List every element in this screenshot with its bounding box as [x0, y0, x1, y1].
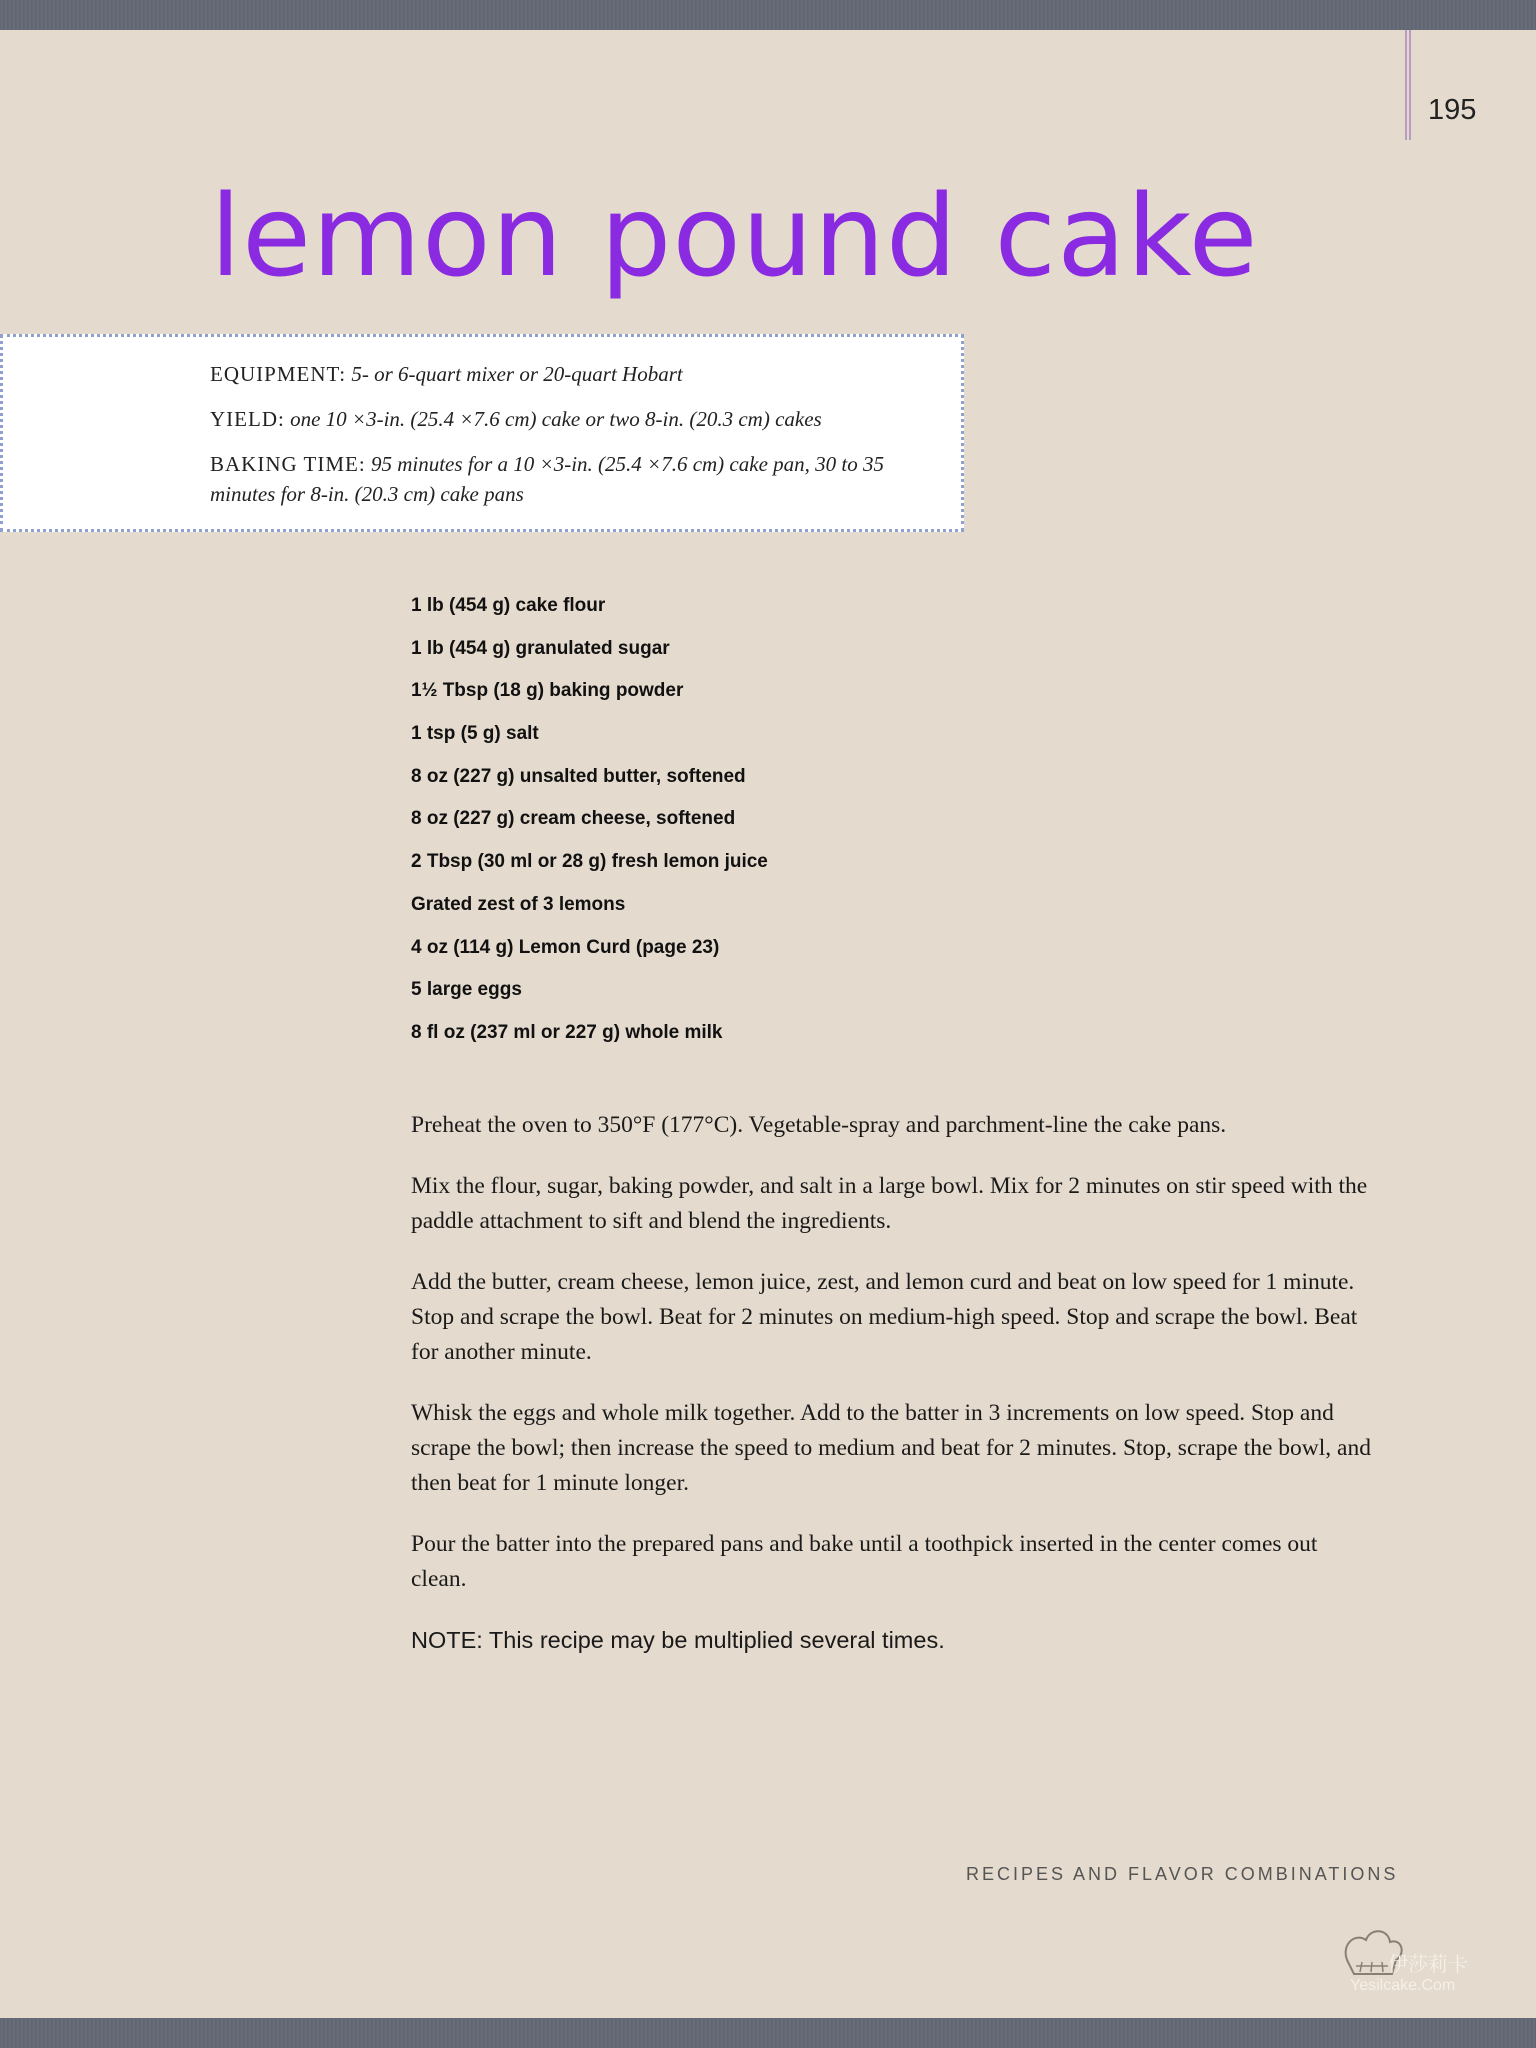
direction-step: Mix the flour, sugar, baking powder, and salt in a large bowl. Mix for 2 minutes on stir speed with the paddle attachment to sift and blend the ingredients.	[411, 1173, 1368, 1234]
ingredients-list	[411, 588, 768, 1058]
equipment-line	[210, 359, 910, 389]
baking-time-label: BAKING TIME:	[210, 452, 366, 476]
baking-time-line	[210, 449, 930, 509]
bottom-frame-border	[0, 2018, 1536, 2048]
direction-step: Preheat the oven to 350°F (177°C). Vegetable-spray and parchment-line the cake pans.	[411, 1112, 1227, 1138]
directions-section	[411, 1108, 1371, 1684]
ingredient-item: 1½ Tbsp (18 g) baking powder	[411, 680, 684, 702]
direction-step: Add the butter, cream cheese, lemon juice, zest, and lemon curd and beat on low speed for 1 minute. Stop and scrape the bowl. Beat for 2 minutes on medium-high speed. Stop and scrape the bowl. Beat for another minute.	[411, 1269, 1358, 1365]
ingredient-item: 1 lb (454 g) cake flour	[411, 595, 606, 616]
ingredient-item: 1 lb (454 g) granulated sugar	[411, 637, 670, 659]
page-number-rule	[1405, 30, 1411, 140]
ingredient-item: 2 Tbsp (30 ml or 28 g) fresh lemon juice	[411, 851, 768, 873]
ingredient-item: 1 tsp (5 g) salt	[411, 723, 539, 745]
recipe-note: NOTE: This recipe may be multiplied several times.	[411, 1627, 945, 1653]
equipment-text: 5- or 6-quart mixer or 20-quart Hobart	[351, 362, 683, 386]
equipment-label: EQUIPMENT:	[210, 362, 347, 386]
ingredient-item: 8 oz (227 g) unsalted butter, softened	[411, 765, 746, 787]
ingredient-item: 5 large eggs	[411, 979, 522, 1001]
recipe-title: lemon pound cake	[210, 172, 1259, 302]
baking-time-text: 95 minutes for a 10 ×3-in. (25.4 ×7.6 cm) cake pan, 30 to 35 minutes for 8-in. (20.3 cm) cake pans	[210, 452, 884, 506]
ingredient-item: 8 fl oz (237 ml or 227 g) whole milk	[411, 1021, 723, 1043]
page-number: 195	[1428, 94, 1477, 126]
yield-text: one 10 ×3-in. (25.4 ×7.6 cm) cake or two 8-in. (20.3 cm) cakes	[290, 407, 822, 431]
recipe-info-box	[0, 334, 964, 532]
top-frame-border	[0, 0, 1536, 30]
ingredient-item: 8 oz (227 g) cream cheese, softened	[411, 808, 736, 830]
yield-line	[210, 404, 910, 434]
yield-label: YIELD:	[210, 407, 285, 431]
ingredient-item: Grated zest of 3 lemons	[411, 893, 626, 915]
watermark-site-text: Yesilcake.Com	[1350, 1977, 1456, 1994]
ingredient-item: 4 oz (114 g) Lemon Curd (page 23)	[411, 936, 720, 958]
section-footer: RECIPES AND FLAVOR COMBINATIONS	[966, 1864, 1399, 1884]
watermark-chinese-text: 伊莎莉卡	[1388, 1952, 1468, 1976]
direction-step: Whisk the eggs and whole milk together. Add to the batter in 3 increments on low speed. Stop and scrape the bowl; then increase the speed to medium and beat for 2 minutes. Stop, scrape the bowl, and then beat for 1 minute longer.	[411, 1400, 1371, 1496]
direction-step: Pour the batter into the prepared pans and bake until a toothpick inserted in the center comes out clean.	[411, 1531, 1318, 1592]
